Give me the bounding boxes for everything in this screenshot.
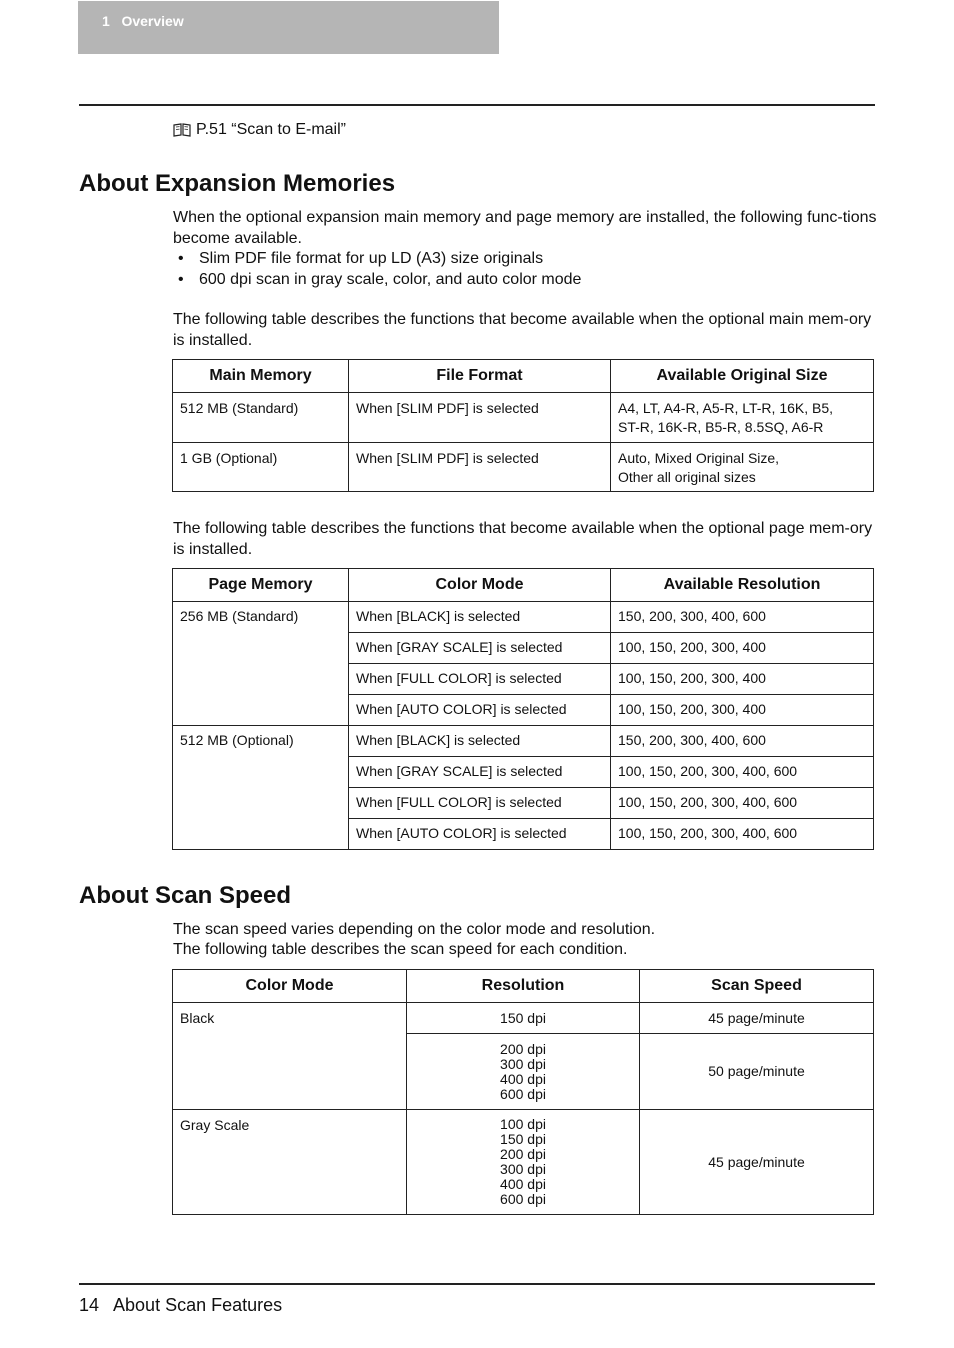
reference-link[interactable] xyxy=(173,121,346,139)
expansion-intro: When the optional expansion main memory and page memory are installed, the following func-tions become available. xyxy=(173,209,877,247)
reference-text: P.51 “Scan to E-mail” xyxy=(196,121,346,138)
table-cell: 45 page/minute xyxy=(640,1110,874,1215)
table-cell: 100, 150, 200, 300, 400, 600 xyxy=(611,788,874,819)
table-row xyxy=(173,443,874,492)
table-cell: Black xyxy=(173,1003,407,1110)
table-cell: When [SLIM PDF] is selected xyxy=(349,393,611,443)
table-cell: 50 page/minute xyxy=(640,1034,874,1110)
table-row xyxy=(173,1110,874,1215)
resolution-line: 400 dpi xyxy=(500,1070,546,1087)
table-cell: When [AUTO COLOR] is selected xyxy=(349,695,611,726)
table-cell: 100, 150, 200, 300, 400, 600 xyxy=(611,757,874,788)
column-header: Available Original Size xyxy=(611,360,874,393)
table-header-row xyxy=(173,569,874,602)
table-cell xyxy=(407,1110,640,1215)
table-row xyxy=(173,393,874,443)
table-header-row xyxy=(173,360,874,393)
page-memory-intro: The following table describes the functions that become available when the optional page mem-ory is installed. xyxy=(173,520,873,558)
column-header: Color Mode xyxy=(173,970,407,1003)
resolution-line: 200 dpi xyxy=(500,1040,546,1057)
expansion-heading: About Expansion Memories xyxy=(79,170,396,197)
table-row xyxy=(173,1003,874,1034)
scan-speed-intro-2: The following table describes the scan speed for each condition. xyxy=(173,941,628,958)
table-cell: When [FULL COLOR] is selected xyxy=(349,788,611,819)
column-header: Main Memory xyxy=(173,360,349,393)
table-header-row xyxy=(173,970,874,1003)
resolution-line: 600 dpi xyxy=(500,1191,546,1207)
column-header: Available Resolution xyxy=(611,569,874,602)
table-cell: When [SLIM PDF] is selected xyxy=(349,443,611,492)
resolution-line: 300 dpi xyxy=(500,1161,546,1177)
column-header: File Format xyxy=(349,360,611,393)
resolution-line: 600 dpi xyxy=(500,1085,546,1102)
chapter-label: 1 Overview xyxy=(102,13,184,29)
column-header: Scan Speed xyxy=(640,970,874,1003)
book-icon xyxy=(173,123,191,137)
scan-speed-heading: About Scan Speed xyxy=(79,882,292,909)
table-cell: Gray Scale xyxy=(173,1110,407,1215)
main-memory-table xyxy=(172,359,874,492)
table-cell: 512 MB (Optional) xyxy=(173,726,349,850)
scan-speed-intro-1: The scan speed varies depending on the color mode and resolution. xyxy=(173,921,656,938)
table-cell: When [GRAY SCALE] is selected xyxy=(349,633,611,664)
table-row xyxy=(173,726,874,757)
table-cell xyxy=(407,1034,640,1110)
page-footer: 14 About Scan Features xyxy=(79,1295,283,1315)
table-cell xyxy=(611,443,874,492)
expansion-bullets xyxy=(173,249,873,290)
table-cell: 150, 200, 300, 400, 600 xyxy=(611,726,874,757)
table-cell: When [BLACK] is selected xyxy=(349,726,611,757)
size-line: Auto, Mixed Original Size, xyxy=(618,450,780,466)
resolution-line: 400 dpi xyxy=(500,1176,546,1192)
size-line: ST-R, 16K-R, B5-R, 8.5SQ, A6-R xyxy=(618,419,824,435)
footer-rule xyxy=(79,1283,875,1285)
list-item: • Slim PDF file format for up LD (A3) size originals xyxy=(173,249,873,270)
table-cell: When [AUTO COLOR] is selected xyxy=(349,819,611,850)
column-header: Resolution xyxy=(407,970,640,1003)
table-cell: 1 GB (Optional) xyxy=(173,443,349,492)
table-cell xyxy=(611,393,874,443)
resolution-line: 100 dpi xyxy=(500,1116,546,1132)
table-cell: When [FULL COLOR] is selected xyxy=(349,664,611,695)
main-memory-intro: The following table describes the functions that become available when the optional main mem-ory is installed. xyxy=(173,311,872,349)
column-header: Color Mode xyxy=(349,569,611,602)
table-cell: 100, 150, 200, 300, 400 xyxy=(611,633,874,664)
size-line: Other all original sizes xyxy=(618,469,756,485)
table-cell: 512 MB (Standard) xyxy=(173,393,349,443)
table-cell: 100, 150, 200, 300, 400 xyxy=(611,695,874,726)
size-line: A4, LT, A4-R, A5-R, LT-R, 16K, B5, xyxy=(618,400,834,416)
table-cell: 256 MB (Standard) xyxy=(173,602,349,726)
page-memory-table xyxy=(172,568,874,850)
resolution-line: 150 dpi xyxy=(500,1131,546,1147)
list-item: • 600 dpi scan in gray scale, color, and auto color mode xyxy=(173,270,873,291)
table-cell: 150 dpi xyxy=(407,1003,640,1034)
resolution-line: 200 dpi xyxy=(500,1146,546,1162)
table-cell: When [GRAY SCALE] is selected xyxy=(349,757,611,788)
resolution-line: 300 dpi xyxy=(500,1055,546,1072)
column-header: Page Memory xyxy=(173,569,349,602)
table-cell: 100, 150, 200, 300, 400, 600 xyxy=(611,819,874,850)
scan-speed-table xyxy=(172,969,874,1215)
table-row xyxy=(173,602,874,633)
table-cell: 100, 150, 200, 300, 400 xyxy=(611,664,874,695)
table-cell: 150, 200, 300, 400, 600 xyxy=(611,602,874,633)
chapter-tab xyxy=(78,1,499,54)
table-cell: When [BLACK] is selected xyxy=(349,602,611,633)
header-rule xyxy=(79,104,875,106)
table-cell: 45 page/minute xyxy=(640,1003,874,1034)
